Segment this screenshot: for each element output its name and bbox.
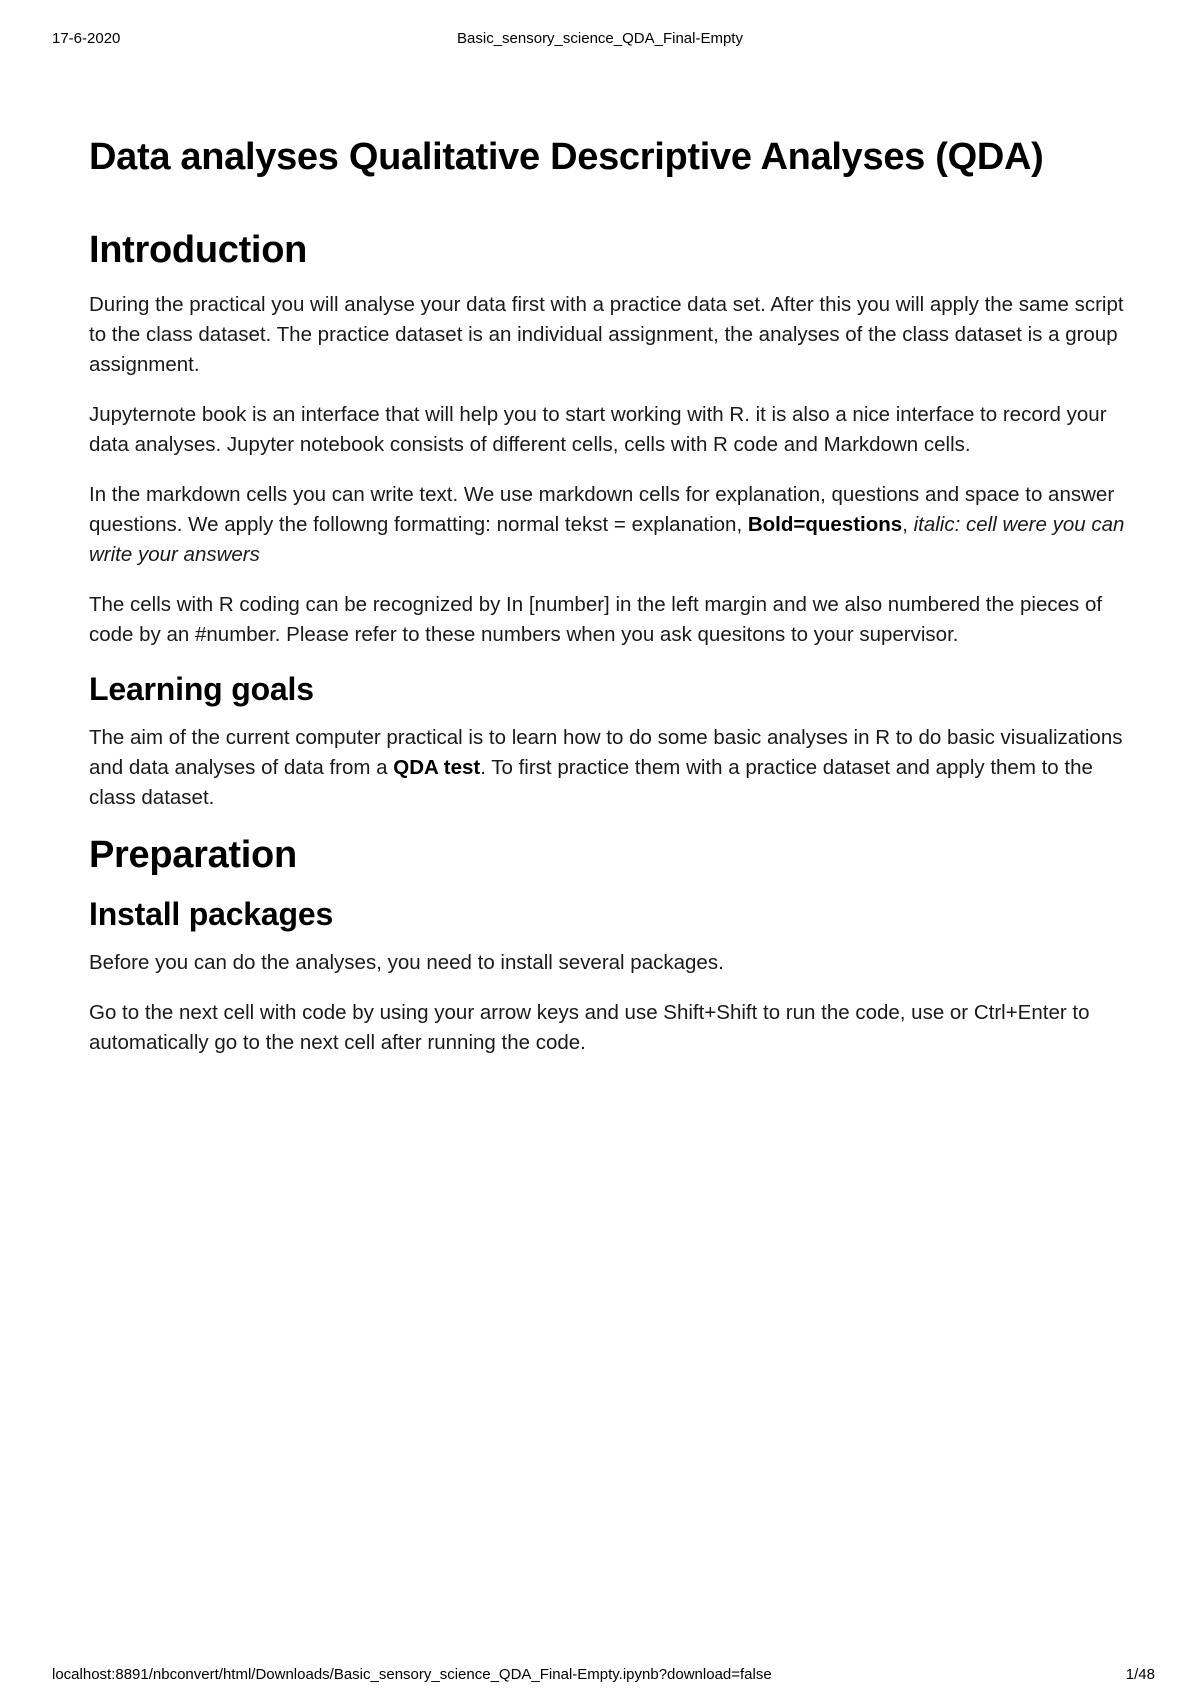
page-title: Data analyses Qualitative Descriptive Analyses (QDA): [89, 136, 1044, 178]
footer-page-number: 1/48: [1125, 1666, 1155, 1683]
heading-preparation: Preparation: [89, 834, 297, 876]
notebook-content: [89, 136, 1129, 1078]
qda-test-label: QDA test: [393, 756, 481, 779]
footer-url: localhost:8891/nbconvert/html/Downloads/Basic_sensory_science_QDA_Final-Empty.ipynb?download=false: [52, 1666, 772, 1683]
learning-goals-paragraph: [89, 723, 1129, 813]
header-document-title: Basic_sensory_science_QDA_Final-Empty: [457, 30, 743, 47]
heading-learning-goals: Learning goals: [89, 671, 314, 707]
bold-questions-label: Bold=questions: [747, 513, 903, 536]
intro-paragraph-3: [89, 480, 1129, 570]
goals-text-a: The aim of the current computer practical is to learn how to do some basic analyses in R to do basic visualizations and data analyses of data from a: [89, 726, 1123, 779]
install-paragraph-2: Go to the next cell with code by using your arrow keys and use Shift+Shift to run the code, use or Ctrl+Enter to automatically go to the next cell after running the code.: [89, 1001, 1090, 1054]
intro-paragraph-1: During the practical you will analyse your data first with a practice data set. After this you will apply the same script to the class dataset. The practice dataset is an individual assignment, the analyses of the class dataset is a group assignment.: [89, 293, 1124, 376]
intro-paragraph-4: The cells with R coding can be recognized by In [number] in the left margin and we also numbered the pieces of code by an #number. Please refer to these numbers when you ask quesitons to your supervisor.: [89, 593, 1103, 646]
print-footer: [0, 1666, 1200, 1686]
intro-p3-text: In the markdown cells you can write text. We use markdown cells for explanation, questions and space to answer questions. We apply the followng formatting: normal tekst = explanation,: [89, 483, 1115, 536]
heading-install-packages: Install packages: [89, 896, 334, 932]
print-header: [0, 30, 1200, 50]
intro-paragraph-2: Jupyternote book is an interface that will help you to start working with R. it is also a nice interface to record your data analyses. Jupyter notebook consists of different cells, cells with R code and Markdown cells.: [89, 403, 1107, 456]
goals-text-b: . To first practice them with a practice dataset and apply them to the class dataset.: [89, 756, 1093, 809]
intro-p3-separator: ,: [902, 513, 914, 536]
italic-answers-label: italic: cell were you can write your answers: [89, 513, 1125, 566]
heading-introduction: Introduction: [89, 229, 308, 271]
header-date: 17-6-2020: [52, 30, 121, 47]
install-paragraph-1: Before you can do the analyses, you need to install several packages.: [89, 951, 724, 974]
